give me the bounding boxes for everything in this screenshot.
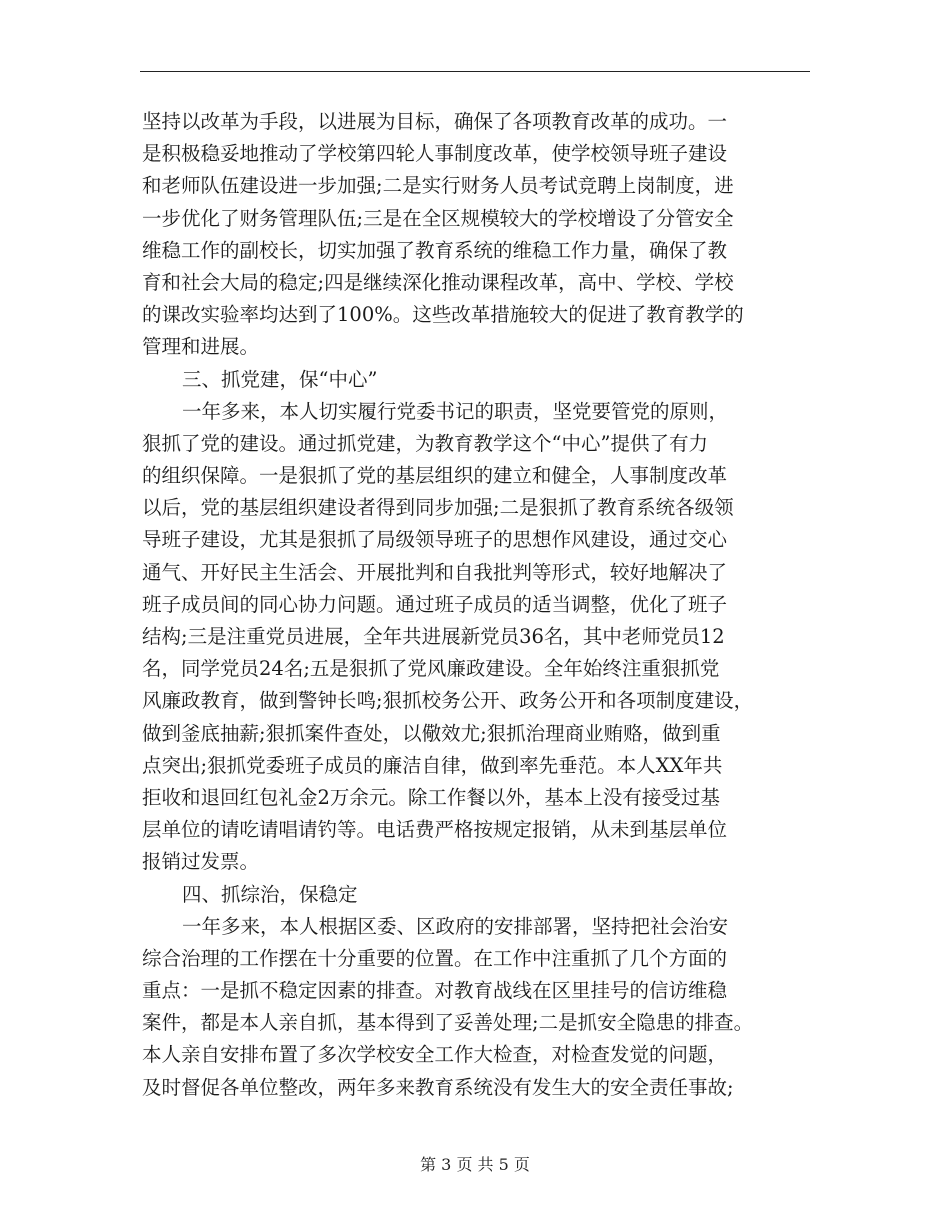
text-line: 导班子建设，尤其是狠抓了局级领导班子的思想作风建设，通过交心 (142, 528, 728, 552)
text-line: 和老师队伍建设进一步加强;二是实行财务人员考试竞聘上岗制度，进 (142, 174, 734, 198)
text-line: 层单位的请吃请唱请钓等。电话费严格按规定报销，从未到基层单位 (142, 818, 728, 842)
text-line: 一步优化了财务管理队伍;三是在全区规模较大的学校增设了分管安全 (142, 206, 734, 230)
text-line: 风廉政教育，做到警钟长鸣;狠抓校务公开、政务公开和各项制度建设， (142, 689, 754, 713)
text-line: 管理和进展。 (142, 335, 260, 359)
text-line: 维稳工作的副校长，切实加强了教育系统的维稳工作力量，确保了教 (142, 238, 728, 262)
text-line: 狠抓了党的建设。通过抓党建，为教育教学这个“中心”提供了有力 (142, 431, 708, 455)
text-line: 案件，都是本人亲自抓，基本得到了妥善处理;二是抓安全隐患的排查。 (142, 1011, 754, 1035)
header-rule (140, 71, 810, 72)
text-line: 名，同学党员24名;五是狠抓了党风廉政建设。全年始终注重狠抓党 (142, 657, 720, 681)
text-line: 点突出;狠抓党委班子成员的廉洁自律，做到率先垂范。本人XX年共 (142, 753, 723, 777)
document-body (142, 106, 822, 1104)
text-line: 四、抓综治，保稳定 (182, 882, 358, 906)
text-line: 一年多来，本人根据区委、区政府的安排部署，坚持把社会治安 (182, 914, 729, 938)
text-line: 一年多来，本人切实履行党委书记的职责，坚党要管党的原则， (182, 399, 729, 423)
text-line: 班子成员间的同心协力问题。通过班子成员的适当调整，优化了班子 (142, 592, 728, 616)
text-line: 以后，党的基层组织建设者得到同步加强;二是狠抓了教育系统各级领 (142, 496, 734, 520)
text-line: 坚持以改革为手段，以进展为目标，确保了各项教育改革的成功。一 (142, 110, 728, 133)
text-line: 重点：一是抓不稳定因素的排查。对教育战线在区里挂号的信访维稳 (142, 979, 728, 1003)
text-line: 结构;三是注重党员进展，全年共进展新党员36名，其中老师党员12 (142, 625, 725, 648)
text-line: 拒收和退回红包礼金2万余元。除工作餐以外，基本上没有接受过基 (142, 785, 720, 809)
text-line: 是积极稳妥地推动了学校第四轮人事制度改革，使学校领导班子建设 (142, 142, 728, 166)
text-line: 的课改实验率均达到了100%。这些改革措施较大的促进了教育教学的 (142, 303, 744, 327)
text-line: 及时督促各单位整改，两年多来教育系统没有发生大的安全责任事故; (142, 1075, 734, 1099)
text-line: 通气、开好民主生活会、开展批判和自我批判等形式，较好地解决了 (142, 560, 728, 584)
text-line: 做到釜底抽薪;狠抓案件查处，以儆效尤;狠抓治理商业贿赂，做到重 (142, 721, 721, 745)
text-line: 的组织保障。一是狠抓了党的基层组织的建立和健全，人事制度改革 (142, 464, 728, 488)
page-number: 第 3 页 共 5 页 (420, 1155, 530, 1174)
text-line: 育和社会大局的稳定;四是继续深化推动课程改革，高中、学校、学校 (142, 270, 734, 294)
text-line: 本人亲自安排布置了多次学校安全工作大检查，对检查发觉的问题， (142, 1043, 728, 1067)
text-line: 综合治理的工作摆在十分重要的位置。在工作中注重抓了几个方面的 (142, 946, 728, 970)
text-line: 报销过发票。 (142, 850, 260, 874)
text-line: 三、抓党建，保“中心” (182, 367, 378, 391)
